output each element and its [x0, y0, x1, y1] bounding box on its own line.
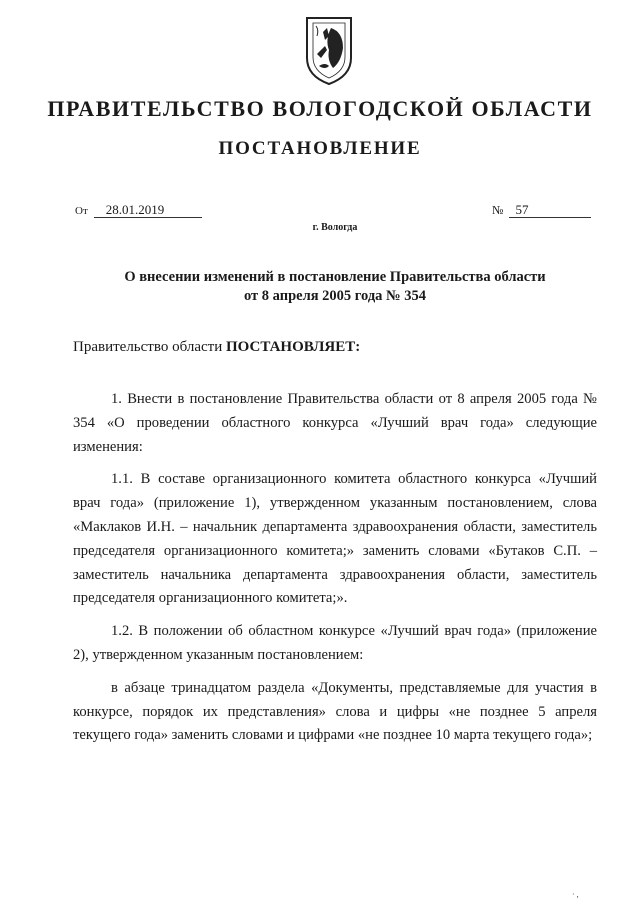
document-subject — [0, 268, 640, 306]
government-title: ПРАВИТЕЛЬСТВО ВОЛОГОДСКОЙ ОБЛАСТИ — [47, 96, 593, 121]
vologda-coat-of-arms-icon — [303, 14, 355, 86]
number-label: № — [492, 203, 504, 217]
scan-marks: · , — [572, 890, 579, 899]
subject-line-2: от 8 апреля 2005 года № 354 — [243, 288, 427, 304]
document-type: ПОСТАНОВЛЕНИЕ — [218, 138, 422, 159]
paragraph-1: 1. Внести в постановление Правительства области от 8 апреля 2005 года № 354 «О проведении областного конкурса «Лучший врач года» следующие изменения: — [73, 391, 597, 455]
date-field — [75, 202, 202, 218]
paragraph-1-2-abzac: в абзаце тринадцатом раздела «Документы, представляемые для участия в конкурсе, порядок их представления» слова и цифры «не позднее 5 апреля текущего года» заменить словами и цифрами «не позднее 10 марта текущего года»; — [73, 679, 597, 744]
paragraph-1-1: 1.1. В составе организационного комитета областного конкурса «Лучший врач года» (приложение 1), утвержденном указанным постановлением, слова «Маклаков И.Н. – начальник департамента здравоохранения области, заместитель председателя организационного комитета;» заменить словами «Бутаков С.П. – заместитель начальника департамента здравоохранения области, заместитель председателя организационного комитета;». — [73, 471, 597, 607]
preamble — [73, 339, 360, 356]
document-body — [73, 388, 597, 757]
paragraph-1-2: 1.2. В положении об областном конкурсе «Лучший врач года» (приложение 2), утвержденном указанным постановлением: — [73, 623, 597, 663]
preamble-decree: ПОСТАНОВЛЯЕТ: — [225, 339, 361, 355]
number-field — [492, 202, 591, 218]
number-value: 57 — [509, 203, 591, 218]
city: г. Вологда — [312, 222, 358, 233]
date-value: 28.01.2019 — [94, 203, 202, 218]
date-label: От — [75, 205, 88, 217]
subject-line-1: О внесении изменений в постановление Правительства области — [124, 269, 546, 285]
preamble-text: Правительство области — [73, 339, 223, 355]
